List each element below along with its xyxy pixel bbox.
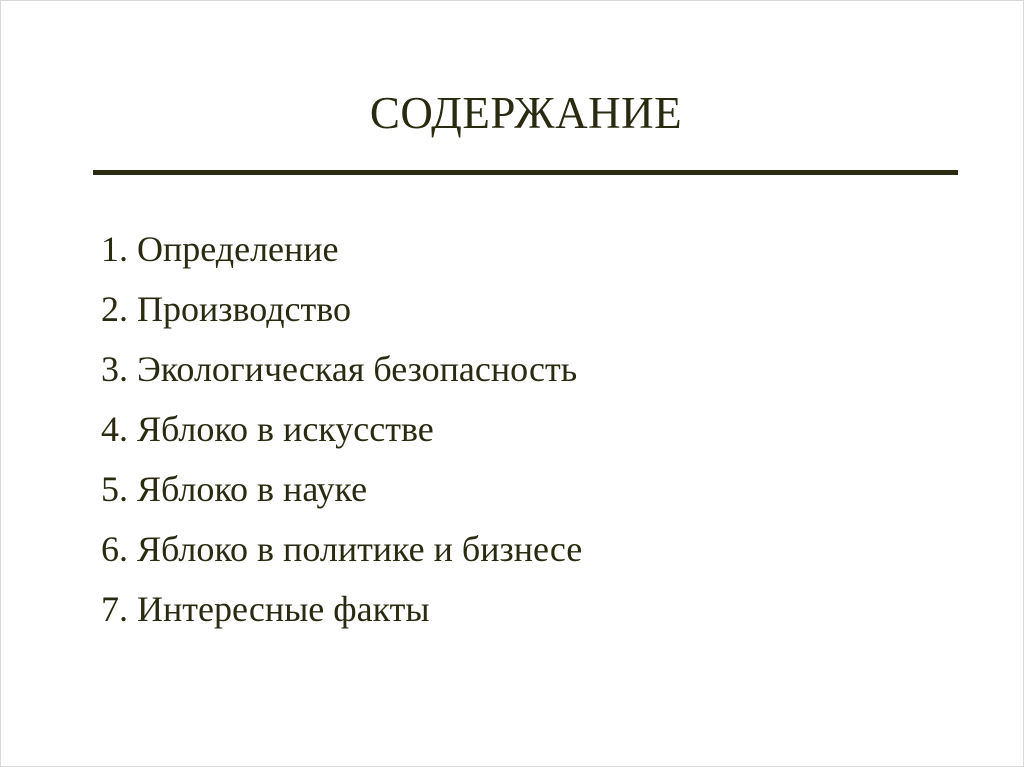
item-number: 1. <box>101 229 128 269</box>
contents-item-3 <box>101 339 582 399</box>
contents-item-4 <box>101 399 582 459</box>
contents-item-1 <box>101 219 582 279</box>
title-divider <box>93 170 958 175</box>
contents-list <box>101 219 582 639</box>
item-label: Яблоко в науке <box>137 469 368 509</box>
item-number: 5. <box>101 469 128 509</box>
item-label: Производство <box>137 289 351 329</box>
item-label: Интересные факты <box>137 589 430 629</box>
item-label: Яблоко в политике и бизнесе <box>137 529 583 569</box>
item-label: Определение <box>137 229 339 269</box>
slide-title: СОДЕРЖАНИЕ <box>369 88 683 138</box>
item-number: 6. <box>101 529 128 569</box>
contents-item-7 <box>101 579 582 639</box>
item-number: 2. <box>101 289 128 329</box>
item-number: 3. <box>101 349 128 389</box>
item-label: Яблоко в искусстве <box>137 409 434 449</box>
contents-item-2 <box>101 279 582 339</box>
item-number: 7. <box>101 589 128 629</box>
item-label: Экологическая безопасность <box>137 349 578 389</box>
contents-item-6 <box>101 519 582 579</box>
contents-item-5 <box>101 459 582 519</box>
item-number: 4. <box>101 409 128 449</box>
